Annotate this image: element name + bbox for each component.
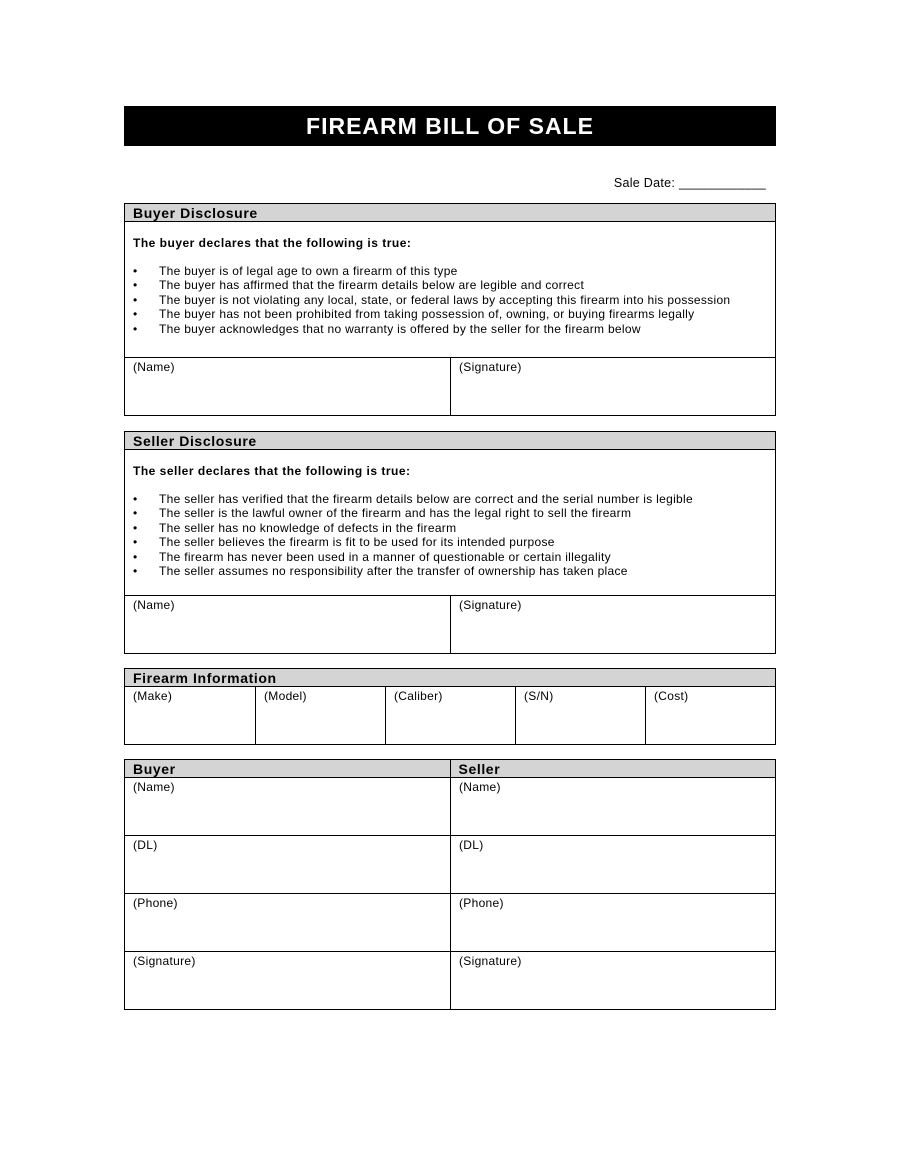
caliber-field[interactable]: (Caliber): [385, 687, 515, 744]
bullet-icon: •: [133, 564, 138, 579]
list-item: • The buyer is of legal age to own a firearm of this type: [133, 264, 458, 278]
bullet-icon: •: [133, 535, 138, 550]
table-row: [125, 893, 775, 951]
bullet-icon: •: [133, 307, 138, 322]
buyer-disclosure-sign-row: [125, 357, 775, 415]
buyer-disclosure-header: Buyer Disclosure: [125, 204, 775, 222]
buyer-signature-field[interactable]: (Signature): [133, 954, 196, 968]
seller-disclosure-header: Seller Disclosure: [125, 432, 775, 450]
seller-disclosure-name-field[interactable]: (Name): [133, 598, 175, 612]
bullet-icon: •: [133, 520, 138, 535]
buyer-name-field[interactable]: (Name): [133, 780, 175, 794]
seller-name-field[interactable]: (Name): [450, 778, 775, 835]
bullet-icon: •: [133, 321, 138, 336]
bullet-icon: •: [133, 278, 138, 293]
sale-date-blank[interactable]: ____________: [678, 176, 766, 190]
list-item: • The buyer acknowledges that no warranty is offered by the seller for the firearm below: [133, 321, 641, 336]
bullet-icon: •: [133, 506, 138, 521]
buyer-bullet-list: [125, 264, 775, 336]
seller-bullet-list: [125, 492, 775, 578]
bullet-icon: •: [133, 264, 138, 278]
seller-declare-text: The seller declares that the following is true:: [133, 464, 411, 478]
buyer-disclosure-name-field[interactable]: (Name): [133, 360, 175, 374]
list-item: • The seller is the lawful owner of the firearm and has the legal right to sell the firearm: [133, 506, 632, 521]
list-item: • The buyer is not violating any local, state, or federal laws by accepting this firearm into his possession: [133, 292, 731, 307]
table-row: [125, 951, 775, 1009]
seller-disclosure-section: [124, 431, 776, 654]
buyer-dl-field[interactable]: (DL): [133, 838, 158, 852]
buyer-header: Buyer: [125, 760, 451, 778]
seller-disclosure-signature-field[interactable]: (Signature): [450, 596, 775, 653]
bullet-icon: •: [133, 492, 138, 506]
seller-disclosure-sign-row: [125, 595, 775, 653]
table-row: [125, 835, 775, 893]
firearm-fields-row: [125, 687, 775, 744]
seller-dl-field[interactable]: (DL): [450, 836, 775, 893]
form-title: FIREARM BILL OF SALE: [124, 106, 776, 146]
list-item: • The buyer has not been prohibited from taking possession of, owning, or buying firearms legally: [133, 307, 695, 322]
bullet-icon: •: [133, 549, 138, 564]
sale-date-field[interactable]: [614, 176, 766, 190]
bullet-icon: •: [133, 292, 138, 307]
parties-section: [124, 759, 776, 1010]
buyer-phone-field[interactable]: (Phone): [133, 896, 178, 910]
list-item: • The buyer has affirmed that the firearm details below are legible and correct: [133, 278, 585, 293]
list-item: • The seller has no knowledge of defects in the firearm: [133, 520, 457, 535]
model-field[interactable]: (Model): [255, 687, 385, 744]
make-field[interactable]: (Make): [133, 689, 173, 703]
list-item: • The seller assumes no responsibility after the transfer of ownership has taken place: [133, 564, 628, 579]
seller-phone-field[interactable]: (Phone): [450, 894, 775, 951]
table-row: [125, 778, 775, 835]
list-item: • The seller believes the firearm is fit to be used for its intended purpose: [133, 535, 555, 550]
list-item: • The firearm has never been used in a manner of questionable or certain illegality: [133, 549, 611, 564]
firearm-information-section: [124, 668, 776, 745]
seller-header: Seller: [451, 760, 776, 778]
buyer-disclosure-section: [124, 203, 776, 416]
cost-field[interactable]: (Cost): [645, 687, 775, 744]
parties-header-row: [125, 760, 775, 778]
buyer-disclosure-signature-field[interactable]: (Signature): [450, 358, 775, 415]
buyer-declare-text: The buyer declares that the following is true:: [133, 236, 412, 250]
seller-signature-field[interactable]: (Signature): [450, 952, 775, 1009]
list-item: • The seller has verified that the firearm details below are correct and the serial number is legible: [133, 492, 693, 506]
serial-number-field[interactable]: (S/N): [515, 687, 645, 744]
firearm-information-header: Firearm Information: [125, 669, 775, 687]
sale-date-label: Sale Date:: [613, 176, 676, 190]
